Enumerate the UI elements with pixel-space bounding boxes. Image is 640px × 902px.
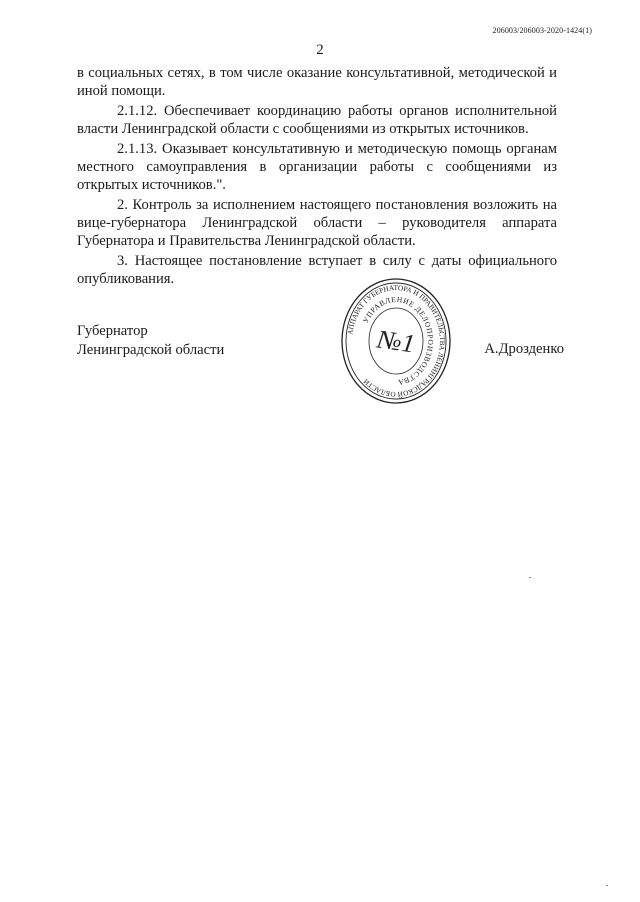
page-number: 2 — [316, 42, 324, 58]
signatory-region: Ленинградской области — [77, 342, 225, 358]
seal-inner-text: УПРАВЛЕНИЕ ДЕЛОПРОИЗВОДСТВА — [361, 294, 436, 388]
paragraph-2-control: 2. Контроль за исполнением настоящего постановления возложить на вице-губернатора Ленинградской области – руководителя аппарата Губернатора и Правительства Ленинградской области. — [77, 197, 557, 249]
signatory-position — [77, 322, 224, 360]
seal-outer-text: АППАРАТ ГУБЕРНАТОРА И ПРАВИТЕЛЬСТВА ЛЕНИНГРАДСКОЙ ОБЛАСТИ — [346, 283, 447, 399]
signatory-title: Губернатор — [77, 323, 148, 339]
paragraph-2-1-13: 2.1.13. Оказывает консультативную и методическую помощь органам местного самоуправления в организации работы с сообщениями из открытых источников.". — [77, 141, 557, 193]
document-body — [77, 64, 557, 290]
signatory-name: А.Дрозденко — [484, 341, 564, 357]
paragraph-continuation: в социальных сетях, в том числе оказание консультативной, методической и иной помощи. — [77, 65, 557, 99]
scan-artifact — [529, 577, 531, 578]
official-seal-stamp — [340, 276, 452, 406]
paragraph-2-1-12: 2.1.12. Обеспечивает координацию работы органов исполнительной власти Ленинградской области с сообщениями из открытых источников. — [77, 103, 557, 137]
scan-artifact — [606, 885, 608, 886]
document-reference-number: 206003/206003-2020-1424(1) — [492, 26, 592, 35]
seal-center-number: №1 — [375, 324, 417, 359]
paragraph-3-effect: 3. Настоящее постановление вступает в силу с даты официального опубликования. — [77, 253, 557, 287]
